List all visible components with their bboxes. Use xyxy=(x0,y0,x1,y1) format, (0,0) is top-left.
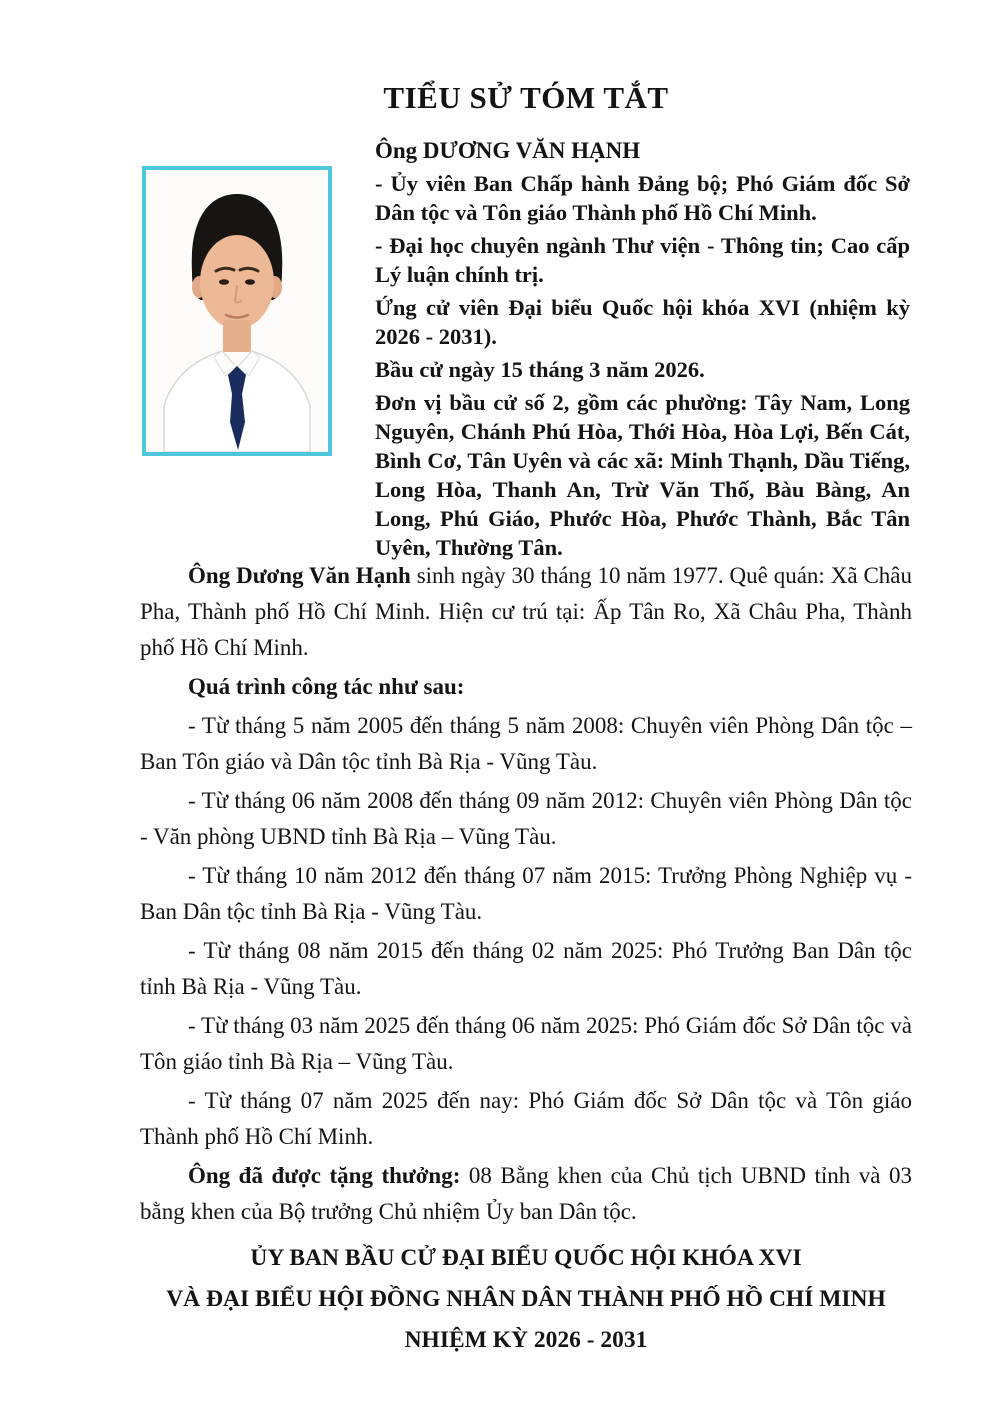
footer-line-council: VÀ ĐẠI BIỂU HỘI ĐỒNG NHÂN DÂN THÀNH PHỐ HỒ CHÍ MINH xyxy=(166,1286,886,1312)
career-entry: - Từ tháng 5 năm 2005 đến tháng 5 năm 2008: Chuyên viên Phòng Dân tộc – Ban Tôn giáo và Dân tộc tỉnh Bà Rịa - Vũng Tàu. xyxy=(140,713,912,774)
intro-election-date: Bầu cử ngày 15 tháng 3 năm 2026. xyxy=(375,357,705,382)
awards-paragraph xyxy=(140,1158,912,1230)
page-title: TIỂU SỬ TÓM TẮT xyxy=(383,80,669,115)
footer-line-term: NHIỆM KỲ 2026 - 2031 xyxy=(404,1327,648,1353)
portrait-photo-icon xyxy=(146,170,328,452)
candidate-photo xyxy=(142,166,332,456)
footer-line-committee: ỦY BAN BẦU CỬ ĐẠI BIỂU QUỐC HỘI KHÓA XVI xyxy=(250,1245,802,1271)
bio-text: sinh ngày 30 tháng 10 năm 1977. Quê quán: Xã Châu Pha, Thành phố Hồ Chí Minh. Hiện cư trú tại: Ấp Tân Ro, Xã Châu Pha, Thành phố Hồ Chí Minh. xyxy=(140,563,912,660)
intro-position: - Ủy viên Ban Chấp hành Đảng bộ; Phó Giám đốc Sở Dân tộc và Tôn giáo Thành phố Hồ Chí Minh. xyxy=(375,171,910,225)
candidate-name: Ông DƯƠNG VĂN HẠNH xyxy=(375,138,641,163)
candidate-intro xyxy=(375,136,910,566)
footer xyxy=(140,1238,912,1361)
bio-paragraph xyxy=(140,558,912,666)
intro-election-unit: Đơn vị bầu cử số 2, gồm các phường: Tây Nam, Long Nguyên, Chánh Phú Hòa, Thới Hòa, Hòa Lợi, Bến Cát, Bình Cơ, Tân Uyên và các xã: Minh Thạnh, Dầu Tiếng, Long Hòa, Thanh An, Trừ Văn Thố, Bàu Bàng, An Long, Phú Giáo, Phước Hòa, Phước Thành, Bắc Tân Uyên, Thường Tân. xyxy=(375,390,910,560)
career-heading: Quá trình công tác như sau: xyxy=(188,674,465,699)
awards-text: 08 Bằng khen của Chủ tịch UBND tỉnh và 03 bằng khen của Bộ trưởng Chủ nhiệm Ủy ban Dân tộc. xyxy=(140,1163,912,1224)
career-entry: - Từ tháng 03 năm 2025 đến tháng 06 năm 2025: Phó Giám đốc Sở Dân tộc và Tôn giáo tỉnh Bà Rịa – Vũng Tàu. xyxy=(140,1013,912,1074)
bio-name-bold: Ông Dương Văn Hạnh xyxy=(188,563,411,588)
awards-lead-bold: Ông đã được tặng thưởng: xyxy=(188,1163,461,1188)
candidate-header xyxy=(142,136,912,566)
career-entry: - Từ tháng 08 năm 2015 đến tháng 02 năm 2025: Phó Trưởng Ban Dân tộc tỉnh Bà Rịa - Vũng Tàu. xyxy=(140,938,912,999)
career-entry: - Từ tháng 10 năm 2012 đến tháng 07 năm 2015: Trưởng Phòng Nghiệp vụ - Ban Dân tộc tỉnh Bà Rịa - Vũng Tàu. xyxy=(140,863,912,924)
intro-candidacy: Ứng cử viên Đại biểu Quốc hội khóa XVI (nhiệm kỳ 2026 - 2031). xyxy=(375,295,910,349)
intro-education: - Đại học chuyên ngành Thư viện - Thông tin; Cao cấp Lý luận chính trị. xyxy=(375,233,910,287)
career-entry: - Từ tháng 06 năm 2008 đến tháng 09 năm 2012: Chuyên viên Phòng Dân tộc - Văn phòng UBND tỉnh Bà Rịa – Vũng Tàu. xyxy=(140,788,912,849)
career-entry: - Từ tháng 07 năm 2025 đến nay: Phó Giám đốc Sở Dân tộc và Tôn giáo Thành phố Hồ Chí Minh. xyxy=(140,1088,912,1149)
document-body xyxy=(140,558,912,1233)
